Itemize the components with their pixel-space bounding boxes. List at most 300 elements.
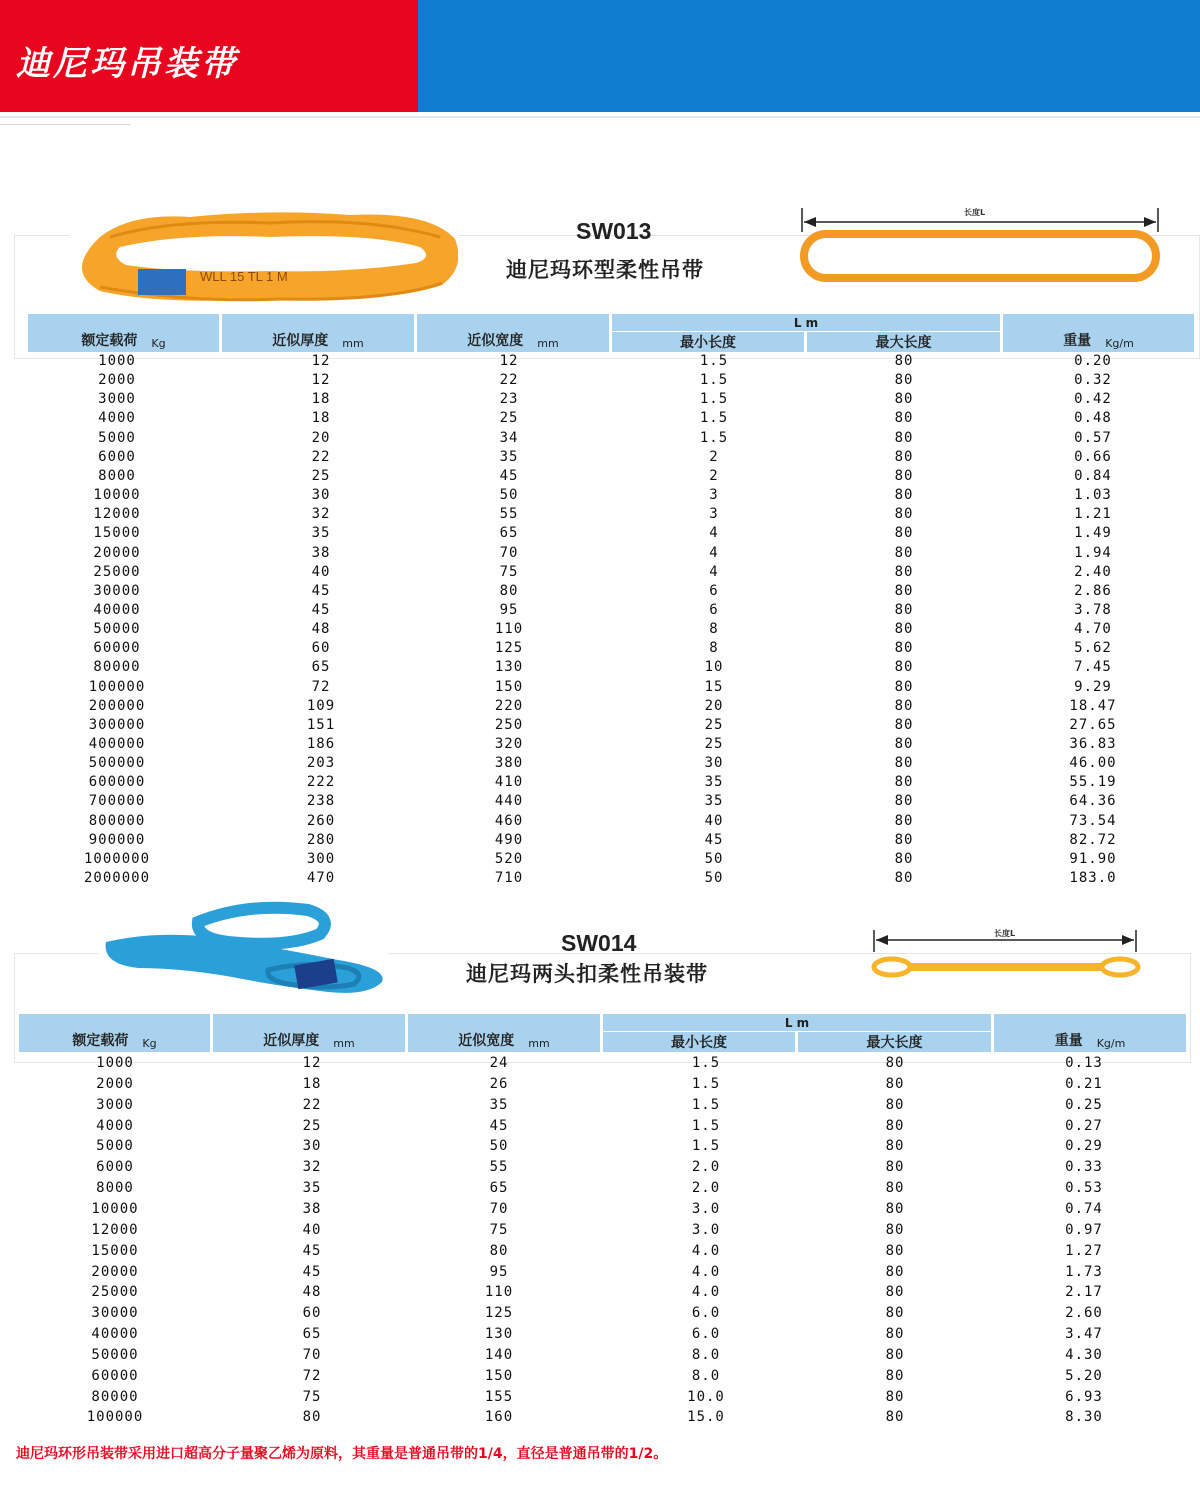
sw013-cell-thickness: 35 <box>311 525 331 542</box>
sw013-cell-thickness: 32 <box>311 506 331 523</box>
sw014-cell-width: 95 <box>489 1263 509 1280</box>
sw014-cell-min-length: 1.5 <box>691 1075 721 1092</box>
sw014-cell-weight: 0.29 <box>1065 1138 1103 1155</box>
sw014-cell-weight: 5.20 <box>1065 1367 1103 1384</box>
sw013-cell-thickness: 45 <box>311 601 331 618</box>
sw013-header-width: 近似宽度 mm <box>417 314 609 352</box>
sw013-cell-load: 500000 <box>88 755 146 772</box>
sw014-cell-thickness: 72 <box>302 1367 322 1384</box>
sw013-cell-load: 3000 <box>98 391 136 408</box>
sw013-cell-min-length: 10 <box>704 659 724 676</box>
sw014-cell-min-length: 3.0 <box>691 1200 721 1217</box>
sw014-cell-width: 130 <box>484 1326 514 1343</box>
sw014-cell-weight: 2.60 <box>1065 1305 1103 1322</box>
sw013-cell-weight: 9.29 <box>1074 678 1112 695</box>
sw013-table-row <box>0 717 1200 736</box>
sw013-cell-max-length: 80 <box>894 640 914 657</box>
sw013-cell-thickness: 151 <box>306 716 336 733</box>
sw014-table-row <box>0 1264 1200 1283</box>
sw013-table-row <box>0 506 1200 525</box>
sw013-cell-load: 8000 <box>98 467 136 484</box>
sw014-cell-min-length: 3.0 <box>691 1221 721 1238</box>
sw013-cell-max-length: 80 <box>894 870 914 887</box>
sw014-cell-max-length: 80 <box>885 1346 905 1363</box>
sw013-cell-max-length: 80 <box>894 487 914 504</box>
sw014-cell-max-length: 80 <box>885 1409 905 1426</box>
sw013-cell-load: 6000 <box>98 448 136 465</box>
sw013-cell-min-length: 1.5 <box>699 372 729 389</box>
sw013-cell-load: 5000 <box>98 429 136 446</box>
sw014-table-row <box>0 1118 1200 1137</box>
sw013-cell-min-length: 40 <box>704 812 724 829</box>
sw013-cell-width: 12 <box>499 353 519 369</box>
sw013-cell-load: 40000 <box>93 601 141 618</box>
sw014-cell-weight: 6.93 <box>1065 1388 1103 1405</box>
sw013-cell-min-length: 6 <box>709 582 719 599</box>
sw013-cell-load: 15000 <box>93 525 141 542</box>
sw013-cell-min-length: 25 <box>704 716 724 733</box>
sw014-cell-load: 10000 <box>91 1200 139 1217</box>
sw013-table-row <box>0 449 1200 468</box>
sw014-cell-thickness: 48 <box>302 1284 322 1301</box>
sw014-cell-load: 2000 <box>96 1075 134 1092</box>
sw014-header-max-length: 最大长度 <box>798 1032 991 1052</box>
sw013-cell-load: 400000 <box>88 736 146 752</box>
sw013-cell-load: 2000 <box>98 372 136 389</box>
sw014-cell-max-length: 80 <box>885 1367 905 1384</box>
sw014-cell-width: 35 <box>489 1096 509 1113</box>
sw014-cell-max-length: 80 <box>885 1075 905 1092</box>
sw013-cell-width: 490 <box>494 831 524 848</box>
sw013-cell-max-length: 80 <box>894 850 914 867</box>
sw013-diagram-label: 长度L <box>964 208 986 217</box>
sw013-cell-width: 410 <box>494 774 524 791</box>
sw014-cell-max-length: 80 <box>885 1200 905 1217</box>
sw014-cell-thickness: 35 <box>302 1180 322 1197</box>
sw013-cell-min-length: 1.5 <box>699 391 729 408</box>
sw014-cell-max-length: 80 <box>885 1159 905 1176</box>
sw013-table-row <box>0 640 1200 659</box>
sw014-cell-min-length: 1.5 <box>691 1055 721 1071</box>
sw013-cell-max-length: 80 <box>894 831 914 848</box>
sw014-cell-weight: 0.53 <box>1065 1180 1103 1197</box>
sw014-cell-min-length: 4.0 <box>691 1242 721 1259</box>
sw013-cell-weight: 0.57 <box>1074 429 1112 446</box>
sw013-cell-weight: 0.20 <box>1074 353 1112 369</box>
sw014-cell-load: 3000 <box>96 1096 134 1113</box>
sw013-cell-max-length: 80 <box>894 563 914 580</box>
sw014-table-row <box>0 1222 1200 1241</box>
sw013-cell-thickness: 45 <box>311 582 331 599</box>
sw013-cell-weight: 73.54 <box>1069 812 1117 829</box>
sw014-cell-weight: 1.73 <box>1065 1263 1103 1280</box>
sw014-cell-width: 70 <box>489 1200 509 1217</box>
sw014-cell-width: 155 <box>484 1388 514 1405</box>
sw014-header-lm: L m <box>603 1014 991 1031</box>
sw013-cell-min-length: 8 <box>709 621 719 638</box>
sw013-cell-weight: 82.72 <box>1069 831 1117 848</box>
sw013-name: 迪尼玛环型柔性吊带 <box>506 258 704 282</box>
sw014-cell-thickness: 45 <box>302 1242 322 1259</box>
sw013-cell-max-length: 80 <box>894 525 914 542</box>
sw013-cell-weight: 91.90 <box>1069 850 1117 867</box>
sw013-cell-max-length: 80 <box>894 506 914 523</box>
sw014-cell-weight: 0.27 <box>1065 1117 1103 1134</box>
sw014-cell-min-length: 15.0 <box>687 1409 725 1426</box>
sw013-cell-width: 75 <box>499 563 519 580</box>
sw014-table-row <box>0 1159 1200 1178</box>
sw013-cell-weight: 0.66 <box>1074 448 1112 465</box>
sw013-cell-width: 22 <box>499 372 519 389</box>
sw013-cell-thickness: 470 <box>306 870 336 887</box>
sw014-cell-load: 1000 <box>96 1055 134 1071</box>
sw013-cell-width: 23 <box>499 391 519 408</box>
sw013-cell-thickness: 48 <box>311 621 331 638</box>
sw013-table-row <box>0 487 1200 506</box>
sw014-cell-max-length: 80 <box>885 1284 905 1301</box>
sw014-cell-load: 12000 <box>91 1221 139 1238</box>
sw014-cell-max-length: 80 <box>885 1221 905 1238</box>
sw014-cell-load: 50000 <box>91 1346 139 1363</box>
sw013-table-row <box>0 698 1200 717</box>
sw013-table-row <box>0 813 1200 832</box>
sw013-cell-width: 45 <box>499 467 519 484</box>
sw013-cell-thickness: 60 <box>311 640 331 657</box>
sw014-cell-width: 50 <box>489 1138 509 1155</box>
sw013-cell-load: 1000000 <box>83 850 151 867</box>
sw013-cell-weight: 1.21 <box>1074 506 1112 523</box>
sw013-cell-max-length: 80 <box>894 678 914 695</box>
sw013-cell-min-length: 50 <box>704 870 724 887</box>
sw014-cell-width: 140 <box>484 1346 514 1363</box>
sw013-cell-weight: 1.03 <box>1074 487 1112 504</box>
sw014-cell-max-length: 80 <box>885 1180 905 1197</box>
page-title: 迪尼玛吊装带 <box>16 44 238 84</box>
sw014-cell-weight: 0.74 <box>1065 1200 1103 1217</box>
sw013-cell-weight: 183.0 <box>1069 870 1117 887</box>
sw013-cell-weight: 18.47 <box>1069 697 1117 714</box>
sw014-product-photo <box>98 898 388 1002</box>
sw014-cell-load: 4000 <box>96 1117 134 1134</box>
sw014-cell-weight: 2.17 <box>1065 1284 1103 1301</box>
sw014-cell-load: 5000 <box>96 1138 134 1155</box>
sw013-cell-load: 900000 <box>88 831 146 848</box>
sw013-cell-thickness: 186 <box>306 736 336 752</box>
sw013-table-row <box>0 353 1200 372</box>
sw013-cell-max-length: 80 <box>894 544 914 561</box>
sw013-header-lm: L m <box>612 314 1000 331</box>
sw013-cell-max-length: 80 <box>894 621 914 638</box>
sw013-cell-max-length: 80 <box>894 812 914 829</box>
sw013-cell-weight: 27.65 <box>1069 716 1117 733</box>
sw014-cell-max-length: 80 <box>885 1326 905 1343</box>
sw013-cell-min-length: 2 <box>709 448 719 465</box>
sw014-cell-width: 80 <box>489 1242 509 1259</box>
sw014-cell-thickness: 75 <box>302 1388 322 1405</box>
sw013-cell-max-length: 80 <box>894 697 914 714</box>
sw013-table-row <box>0 621 1200 640</box>
sw013-cell-thickness: 25 <box>311 467 331 484</box>
sw013-cell-min-length: 15 <box>704 678 724 695</box>
sw013-header-thickness: 近似厚度 mm <box>222 314 414 352</box>
sw014-cell-load: 6000 <box>96 1159 134 1176</box>
sw013-table-header <box>0 314 1200 352</box>
sw013-cell-max-length: 80 <box>894 429 914 446</box>
sw013-cell-thickness: 203 <box>306 755 336 772</box>
sw014-cell-weight: 0.33 <box>1065 1159 1103 1176</box>
sw013-table-row <box>0 659 1200 678</box>
sw013-cell-min-length: 35 <box>704 774 724 791</box>
sw014-cell-max-length: 80 <box>885 1263 905 1280</box>
sw014-cell-thickness: 18 <box>302 1075 322 1092</box>
sw014-cell-width: 75 <box>489 1221 509 1238</box>
sw013-cell-weight: 55.19 <box>1069 774 1117 791</box>
sw013-cell-max-length: 80 <box>894 391 914 408</box>
sw013-table-row <box>0 602 1200 621</box>
sw013-table-row <box>0 583 1200 602</box>
sw014-table-row <box>0 1368 1200 1387</box>
sw014-cell-max-length: 80 <box>885 1388 905 1405</box>
sw013-cell-weight: 46.00 <box>1069 755 1117 772</box>
sw013-cell-weight: 2.86 <box>1074 582 1112 599</box>
sw013-cell-load: 10000 <box>93 487 141 504</box>
sw013-cell-thickness: 40 <box>311 563 331 580</box>
sw013-cell-min-length: 3 <box>709 506 719 523</box>
sw014-cell-width: 65 <box>489 1180 509 1197</box>
sw013-cell-min-length: 35 <box>704 793 724 810</box>
sw013-cell-width: 50 <box>499 487 519 504</box>
sw014-cell-thickness: 32 <box>302 1159 322 1176</box>
sw014-header-load: 额定载荷 Kg <box>19 1014 210 1052</box>
sw013-cell-width: 70 <box>499 544 519 561</box>
sw014-table-row <box>0 1138 1200 1157</box>
sw014-header-width: 近似宽度 mm <box>408 1014 600 1052</box>
sw013-table-row <box>0 468 1200 487</box>
sw014-cell-width: 26 <box>489 1075 509 1092</box>
sw013-header-min-length: 最小长度 <box>612 332 804 352</box>
sw014-cell-width: 150 <box>484 1367 514 1384</box>
sw013-table-row <box>0 851 1200 870</box>
sw014-cell-weight: 0.25 <box>1065 1096 1103 1113</box>
sw013-cell-weight: 64.36 <box>1069 793 1117 810</box>
sw013-cell-weight: 3.78 <box>1074 601 1112 618</box>
sw014-cell-thickness: 65 <box>302 1326 322 1343</box>
sw014-cell-thickness: 22 <box>302 1096 322 1113</box>
sw013-cell-load: 200000 <box>88 697 146 714</box>
sw013-cell-weight: 1.94 <box>1074 544 1112 561</box>
sw014-diagram-label: 长度L <box>994 929 1016 938</box>
sw013-cell-width: 130 <box>494 659 524 676</box>
sw013-cell-thickness: 238 <box>306 793 336 810</box>
sw013-cell-width: 250 <box>494 716 524 733</box>
sw014-cell-min-length: 4.0 <box>691 1263 721 1280</box>
sw013-cell-max-length: 80 <box>894 659 914 676</box>
sw013-cell-load: 800000 <box>88 812 146 829</box>
sw013-cell-min-length: 50 <box>704 850 724 867</box>
sw013-cell-max-length: 80 <box>894 582 914 599</box>
sw013-cell-thickness: 222 <box>306 774 336 791</box>
sw013-cell-load: 2000000 <box>83 870 151 887</box>
sw013-cell-weight: 4.70 <box>1074 621 1112 638</box>
sw014-cell-weight: 0.13 <box>1065 1055 1103 1071</box>
sw013-cell-thickness: 38 <box>311 544 331 561</box>
sw014-cell-weight: 8.30 <box>1065 1409 1103 1426</box>
sw013-cell-width: 55 <box>499 506 519 523</box>
sw014-cell-weight: 1.27 <box>1065 1242 1103 1259</box>
sw013-product-photo <box>70 207 458 305</box>
sw014-table-row <box>0 1326 1200 1345</box>
sw014-table-row <box>0 1201 1200 1220</box>
sw014-cell-min-length: 2.0 <box>691 1159 721 1176</box>
sw014-table-row <box>0 1284 1200 1303</box>
sw014-cell-min-length: 1.5 <box>691 1138 721 1155</box>
sw013-table-row <box>0 679 1200 698</box>
sw013-cell-width: 95 <box>499 601 519 618</box>
sw013-header-load: 额定载荷 Kg <box>28 314 219 352</box>
sw013-cell-max-length: 80 <box>894 372 914 389</box>
sw014-cell-max-length: 80 <box>885 1055 905 1071</box>
sw014-cell-min-length: 2.0 <box>691 1180 721 1197</box>
sw013-table-row <box>0 525 1200 544</box>
sw013-cell-thickness: 12 <box>311 372 331 389</box>
sw014-cell-load: 80000 <box>91 1388 139 1405</box>
sw013-cell-max-length: 80 <box>894 448 914 465</box>
sw013-cell-width: 460 <box>494 812 524 829</box>
sw013-cell-thickness: 18 <box>311 391 331 408</box>
sw014-cell-thickness: 25 <box>302 1117 322 1134</box>
sw014-cell-min-length: 6.0 <box>691 1326 721 1343</box>
sw013-cell-width: 25 <box>499 410 519 427</box>
sw014-table-row <box>0 1305 1200 1324</box>
sw013-cell-width: 520 <box>494 850 524 867</box>
sw013-cell-min-length: 4 <box>709 563 719 580</box>
sw013-cell-min-length: 2 <box>709 467 719 484</box>
sw013-cell-max-length: 80 <box>894 353 914 369</box>
sw014-cell-width: 55 <box>489 1159 509 1176</box>
sw014-header-thickness: 近似厚度 mm <box>213 1014 405 1052</box>
sw013-cell-thickness: 280 <box>306 831 336 848</box>
sw014-cell-max-length: 80 <box>885 1096 905 1113</box>
sw013-cell-weight: 0.32 <box>1074 372 1112 389</box>
sw014-cell-width: 45 <box>489 1117 509 1134</box>
sw013-cell-load: 80000 <box>93 659 141 676</box>
sw014-cell-weight: 4.30 <box>1065 1346 1103 1363</box>
sw013-cell-max-length: 80 <box>894 467 914 484</box>
sw013-cell-weight: 7.45 <box>1074 659 1112 676</box>
sw013-cell-min-length: 3 <box>709 487 719 504</box>
sw014-cell-max-length: 80 <box>885 1117 905 1134</box>
sw014-cell-thickness: 38 <box>302 1200 322 1217</box>
sw013-cell-width: 80 <box>499 582 519 599</box>
header-blue-band <box>418 0 1200 112</box>
sw013-cell-weight: 1.49 <box>1074 525 1112 542</box>
sw014-length-diagram <box>870 926 1142 984</box>
sw013-cell-weight: 5.62 <box>1074 640 1112 657</box>
sw013-table-row <box>0 545 1200 564</box>
sw013-cell-width: 440 <box>494 793 524 810</box>
sw013-cell-max-length: 80 <box>894 716 914 733</box>
sw013-cell-width: 150 <box>494 678 524 695</box>
sw014-cell-width: 110 <box>484 1284 514 1301</box>
sw013-cell-min-length: 20 <box>704 697 724 714</box>
sw013-cell-max-length: 80 <box>894 755 914 772</box>
sw013-cell-thickness: 109 <box>306 697 336 714</box>
sw014-cell-load: 8000 <box>96 1180 134 1197</box>
sw014-cell-thickness: 80 <box>302 1409 322 1426</box>
sw013-table-row <box>0 564 1200 583</box>
sw013-cell-width: 220 <box>494 697 524 714</box>
sw014-cell-weight: 3.47 <box>1065 1326 1103 1343</box>
sw013-cell-max-length: 80 <box>894 736 914 752</box>
sw014-cell-load: 15000 <box>91 1242 139 1259</box>
sw014-cell-thickness: 12 <box>302 1055 322 1071</box>
sw013-cell-thickness: 300 <box>306 850 336 867</box>
sw014-header-min-length: 最小长度 <box>603 1032 795 1052</box>
sw014-cell-max-length: 80 <box>885 1242 905 1259</box>
sw013-cell-thickness: 30 <box>311 487 331 504</box>
sw013-cell-thickness: 18 <box>311 410 331 427</box>
sw013-table-row <box>0 372 1200 391</box>
sw013-cell-load: 60000 <box>93 640 141 657</box>
sw013-cell-width: 65 <box>499 525 519 542</box>
sw013-cell-min-length: 6 <box>709 601 719 618</box>
sw014-header-weight: 重量 Kg/m <box>994 1014 1186 1052</box>
sw013-cell-thickness: 72 <box>311 678 331 695</box>
sw013-table-row <box>0 774 1200 793</box>
sw014-cell-weight: 0.21 <box>1065 1075 1103 1092</box>
sw013-cell-width: 125 <box>494 640 524 657</box>
sw013-cell-thickness: 65 <box>311 659 331 676</box>
sw013-cell-width: 380 <box>494 755 524 772</box>
sw014-table-row <box>0 1347 1200 1366</box>
sw014-cell-weight: 0.97 <box>1065 1221 1103 1238</box>
sw013-cell-load: 12000 <box>93 506 141 523</box>
sw014-table-row <box>0 1055 1200 1074</box>
sw013-cell-min-length: 30 <box>704 755 724 772</box>
header-divider <box>0 116 1200 118</box>
sw013-cell-max-length: 80 <box>894 601 914 618</box>
sw013-photo-label: WLL 15 TL 1 M <box>200 269 288 284</box>
sw013-cell-min-length: 4 <box>709 525 719 542</box>
sw014-cell-load: 20000 <box>91 1263 139 1280</box>
sw014-cell-thickness: 40 <box>302 1221 322 1238</box>
sw014-name: 迪尼玛两头扣柔性吊装带 <box>466 962 708 986</box>
sw013-table-row <box>0 391 1200 410</box>
header-short-rule <box>0 124 130 125</box>
sw013-table-row <box>0 870 1200 889</box>
sw013-table-row <box>0 793 1200 812</box>
sw013-cell-max-length: 80 <box>894 793 914 810</box>
sw013-cell-load: 4000 <box>98 410 136 427</box>
footnote: 迪尼玛环形吊装带采用进口超高分子量聚乙烯为原料，其重量是普通吊带的1/4，直径是普通吊带的1/2。 <box>16 1446 668 1462</box>
sw014-table-header <box>0 1014 1200 1052</box>
sw013-length-diagram <box>798 204 1162 286</box>
sw013-cell-max-length: 80 <box>894 774 914 791</box>
sw014-cell-width: 24 <box>489 1055 509 1071</box>
sw013-cell-load: 20000 <box>93 544 141 561</box>
sw014-cell-thickness: 45 <box>302 1263 322 1280</box>
sw013-cell-width: 34 <box>499 429 519 446</box>
sw013-cell-max-length: 80 <box>894 410 914 427</box>
sw013-cell-weight: 0.42 <box>1074 391 1112 408</box>
sw013-cell-load: 50000 <box>93 621 141 638</box>
sw014-cell-min-length: 1.5 <box>691 1096 721 1113</box>
sw014-cell-load: 60000 <box>91 1367 139 1384</box>
sw013-cell-weight: 0.84 <box>1074 467 1112 484</box>
sw013-cell-width: 320 <box>494 736 524 752</box>
sw013-cell-load: 600000 <box>88 774 146 791</box>
sw014-table-row <box>0 1076 1200 1095</box>
